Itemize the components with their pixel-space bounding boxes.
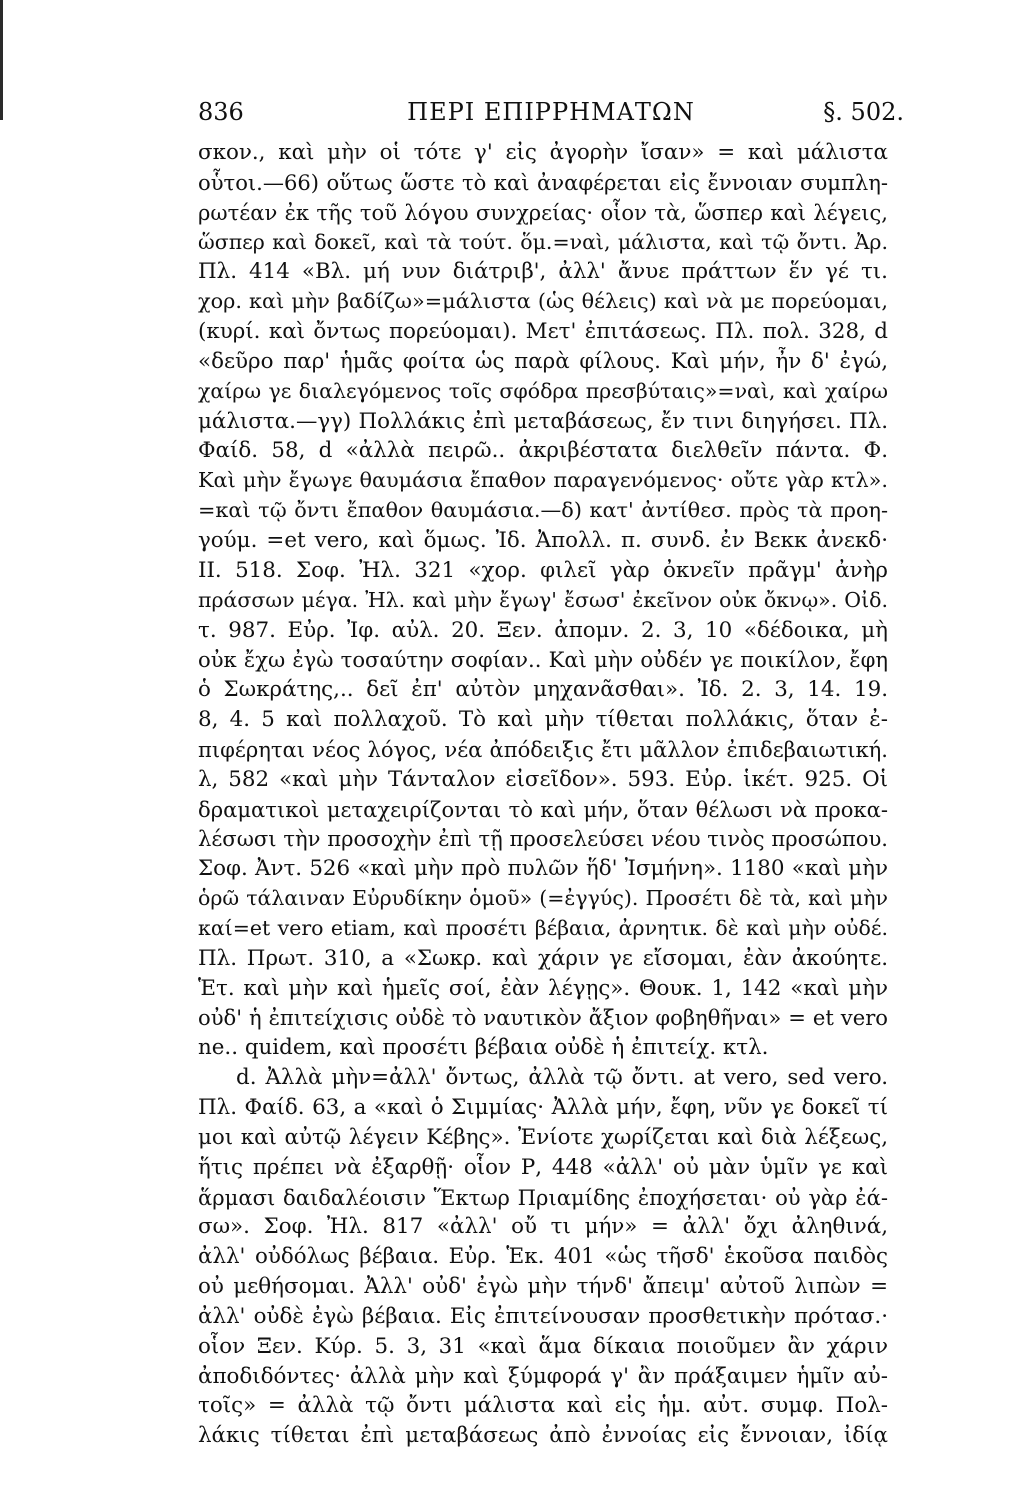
text-line: ἅρμασι δαιδαλέοισιν Ἕκτωρ Πριαμίδης ἐποχήσεται· οὐ γὰρ ἐά- (198, 1184, 888, 1210)
text-line: ἀλλ' οὐδὲ ἐγὼ βέβαια. Εἰς ἐπιτείνουσαν προσθετικὴν πρότασ.· (198, 1303, 888, 1329)
text-line: =καὶ τῷ ὄντι ἔπαθον θαυμάσια.—δ) κατ' ἀντίθεσ. πρὸς τὰ προη- (198, 498, 888, 523)
text-line: οὐ μεθήσομαι. Ἀλλ' οὐδ' ἐγὼ μὴν τήνδ' ἄπειμ' αὐτοῦ λιπὼν = (198, 1274, 888, 1300)
text-line: Ἑτ. καὶ μὴν καὶ ἡμεῖς σοί, ἐὰν λέγῃς». Θουκ. 1, 142 «καὶ μὴν (198, 975, 888, 1001)
text-line: Σοφ. Ἀντ. 526 «καὶ μὴν πρὸ πυλῶν ἥδ' Ἰσμήνη». 1180 «καὶ μὴν (198, 856, 888, 882)
text-line: γούμ. =et vero, καὶ ὅμως. Ἰδ. Ἀπολλ. π. συνδ. ἐν Βεκκ ἀνεκδ· (198, 527, 888, 553)
running-title: ΠΕΡΙ ΕΠΙΡΡΗΜΑΤΩΝ (407, 98, 695, 126)
text-line: λάκις τίθεται ἐπὶ μεταβάσεως ἀπὸ ἐννοίας εἰς ἔννοιαν, ἰδίᾳ (198, 1423, 888, 1449)
text-line: σκον., καὶ μὴν οἱ τότε γ' εἰς ἀγορὴν ἴσαν» = καὶ μάλιστα (198, 140, 888, 165)
text-line: ὁ Σωκράτης,.. δεῖ ἐπ' αὐτὸν μηχανᾶσθαι». Ἰδ. 2. 3, 14. 19. (198, 677, 888, 703)
text-line: Καὶ μὴν ἔγωγε θαυμάσια ἔπαθον παραγενόμενος· οὔτε γὰρ κτλ». (198, 468, 888, 493)
text-line: σω». Σοφ. Ἠλ. 817 «ἀλλ' οὔ τι μήν» = ἀλλ' ὄχι ἀληθινά, (198, 1214, 888, 1240)
text-line: λέσωσι τὴν προσοχὴν ἐπὶ τῇ προσελεύσει νέου τινὸς προσώπου. (198, 826, 888, 852)
text-line: μάλιστα.—γγ) Πολλάκις ἐπὶ μεταβάσεως, ἔν τινι διηγήσει. Πλ. (198, 408, 888, 434)
text-line: ἥτις πρέπει νὰ ἐξαρθῇ· οἷον Ρ, 448 «ἀλλ' οὐ μὰν ὑμῖν γε καὶ (198, 1154, 888, 1180)
text-line: τοῖς» = ἀλλὰ τῷ ὄντι μάλιστα καὶ εἰς ἡμ. αὐτ. συμφ. Πολ- (198, 1393, 888, 1419)
text-line: χαίρω γε διαλεγόμενος τοῖς σφόδρα πρεσβύταις»=ναὶ, καὶ χαίρω (198, 378, 888, 403)
text-line: πράσσων μέγα. Ἠλ. καὶ μὴν ἔγωγ' ἔσωσ' ἐκεῖνον οὐκ ὄκνῳ». Οἰδ. (198, 587, 888, 612)
text-line: II. 518. Σοφ. Ἠλ. 321 «χορ. φιλεῖ γὰρ ὀκνεῖν πρᾶγμ' ἀνὴρ (198, 557, 888, 583)
page-number: 836 (198, 98, 244, 126)
text-line: τ. 987. Εὐρ. Ἰφ. αὐλ. 20. Ξεν. ἀπομν. 2. 3, 10 «δέδοικα, μὴ (198, 617, 888, 643)
text-line: λ, 582 «καὶ μὴν Τάνταλον εἰσεῖδον». 593. Εὐρ. ἱκέτ. 925. Οἱ (198, 766, 888, 792)
text-line: χορ. καὶ μὴν βαδίζω»=μάλιστα (ὡς θέλεις) καὶ νὰ με πορεύομαι, (198, 289, 888, 314)
text-line: μοι καὶ αὐτῷ λέγειν Κέβης». Ἐνίοτε χωρίζεται καὶ διὰ λέξεως, (198, 1124, 888, 1150)
paragraph-start-line: d. Ἀλλὰ μὴν=ἀλλ' ὄντως, ἀλλὰ τῷ ὄντι. at vero, sed vero. (236, 1065, 888, 1091)
text-line: οὐδ' ἡ ἐπιτείχισις οὐδὲ τὸ ναυτικὸν ἄξιον φοβηθῆναι» = et vero (198, 1005, 888, 1031)
text-line: 8, 4. 5 καὶ πολλαχοῦ. Τὸ καὶ μὴν τίθεται πολλάκις, ὅταν ἐ- (198, 707, 888, 733)
text-line: καί=et vero etiam, καὶ προσέτι βέβαια, ἀρνητικ. δὲ καὶ μὴν οὐδέ. (198, 915, 888, 940)
text-line: Φαίδ. 58, d «ἀλλὰ πειρῶ.. ἀκριβέστατα διελθεῖν πάντα. Φ. (198, 438, 888, 464)
text-line: «δεῦρο παρ' ἡμᾶς φοίτα ὡς παρὰ φίλους. Καὶ μήν, ἦν δ' ἐγώ, (198, 348, 888, 374)
text-line: οὐκ ἔχω ἐγὼ τοσαύτην σοφίαν.. Καὶ μὴν οὐδέν γε ποικίλον, ἔφη (198, 647, 888, 673)
body-text (198, 138, 888, 1451)
scan-edge-mark (0, 0, 3, 120)
text-line: οἷον Ξεν. Κύρ. 5. 3, 31 «καὶ ἅμα δίκαια ποιοῦμεν ἂν χάριν (198, 1333, 888, 1359)
section-number: §. 502. (823, 98, 904, 126)
text-line: ἀλλ' οὐδόλως βέβαια. Εὐρ. Ἑκ. 401 «ὡς τῆσδ' ἑκοῦσα παιδὸς (198, 1244, 888, 1270)
running-header (198, 92, 904, 132)
text-line: Πλ. 414 «Βλ. μή νυν διάτριβ', ἀλλ' ἄνυε πράττων ἕν γέ τι. (198, 259, 888, 285)
text-line: οὗτοι.—66) οὕτως ὥστε τὸ καὶ ἀναφέρεται εἰς ἔννοιαν συμπλη- (198, 169, 888, 195)
text-line: ἀποδιδόντες· ἀλλὰ μὴν καὶ ξύμφορά γ' ἂν πράξαιμεν ἡμῖν αὐ- (198, 1363, 888, 1389)
text-line: πιφέρηται νέος λόγος, νέα ἀπόδειξις ἔτι μᾶλλον ἐπιδεβαιωτική. (198, 736, 888, 762)
text-line: Πλ. Φαίδ. 63, a «καὶ ὁ Σιμμίας· Ἀλλὰ μήν, ἔφη, νῦν γε δοκεῖ τί (198, 1095, 888, 1120)
text-line: ρωτέαν ἐκ τῆς τοῦ λόγου συνχρείας· οἷον τὰ, ὥσπερ καὶ λέγεις, (198, 199, 888, 225)
text-line: (κυρί. καὶ ὄντως πορεύομαι). Μετ' ἐπιτάσεως. Πλ. πολ. 328, d (198, 319, 888, 345)
text-line: Πλ. Πρωτ. 310, a «Σωκρ. καὶ χάριν γε εἴσομαι, ἐὰν ἀκούητε. (198, 945, 888, 971)
text-line: δραματικοὶ μεταχειρίζονται τὸ καὶ μήν, ὅταν θέλωσι νὰ προκα- (198, 796, 888, 822)
text-line: ὁρῶ τάλαιναν Εὐρυδίκην ὁμοῦ» (=ἐγγύς). Προσέτι δὲ τὰ, καὶ μὴν (198, 886, 888, 911)
text-line: ὥσπερ καὶ δοκεῖ, καὶ τὰ τούτ. ὅμ.=ναὶ, μάλιστα, καὶ τῷ ὄντι. Ἀρ. (198, 229, 888, 254)
text-line: ne.. quidem, καὶ προσέτι βέβαια οὐδὲ ἡ ἐπιτείχ. κτλ. (198, 1035, 769, 1061)
